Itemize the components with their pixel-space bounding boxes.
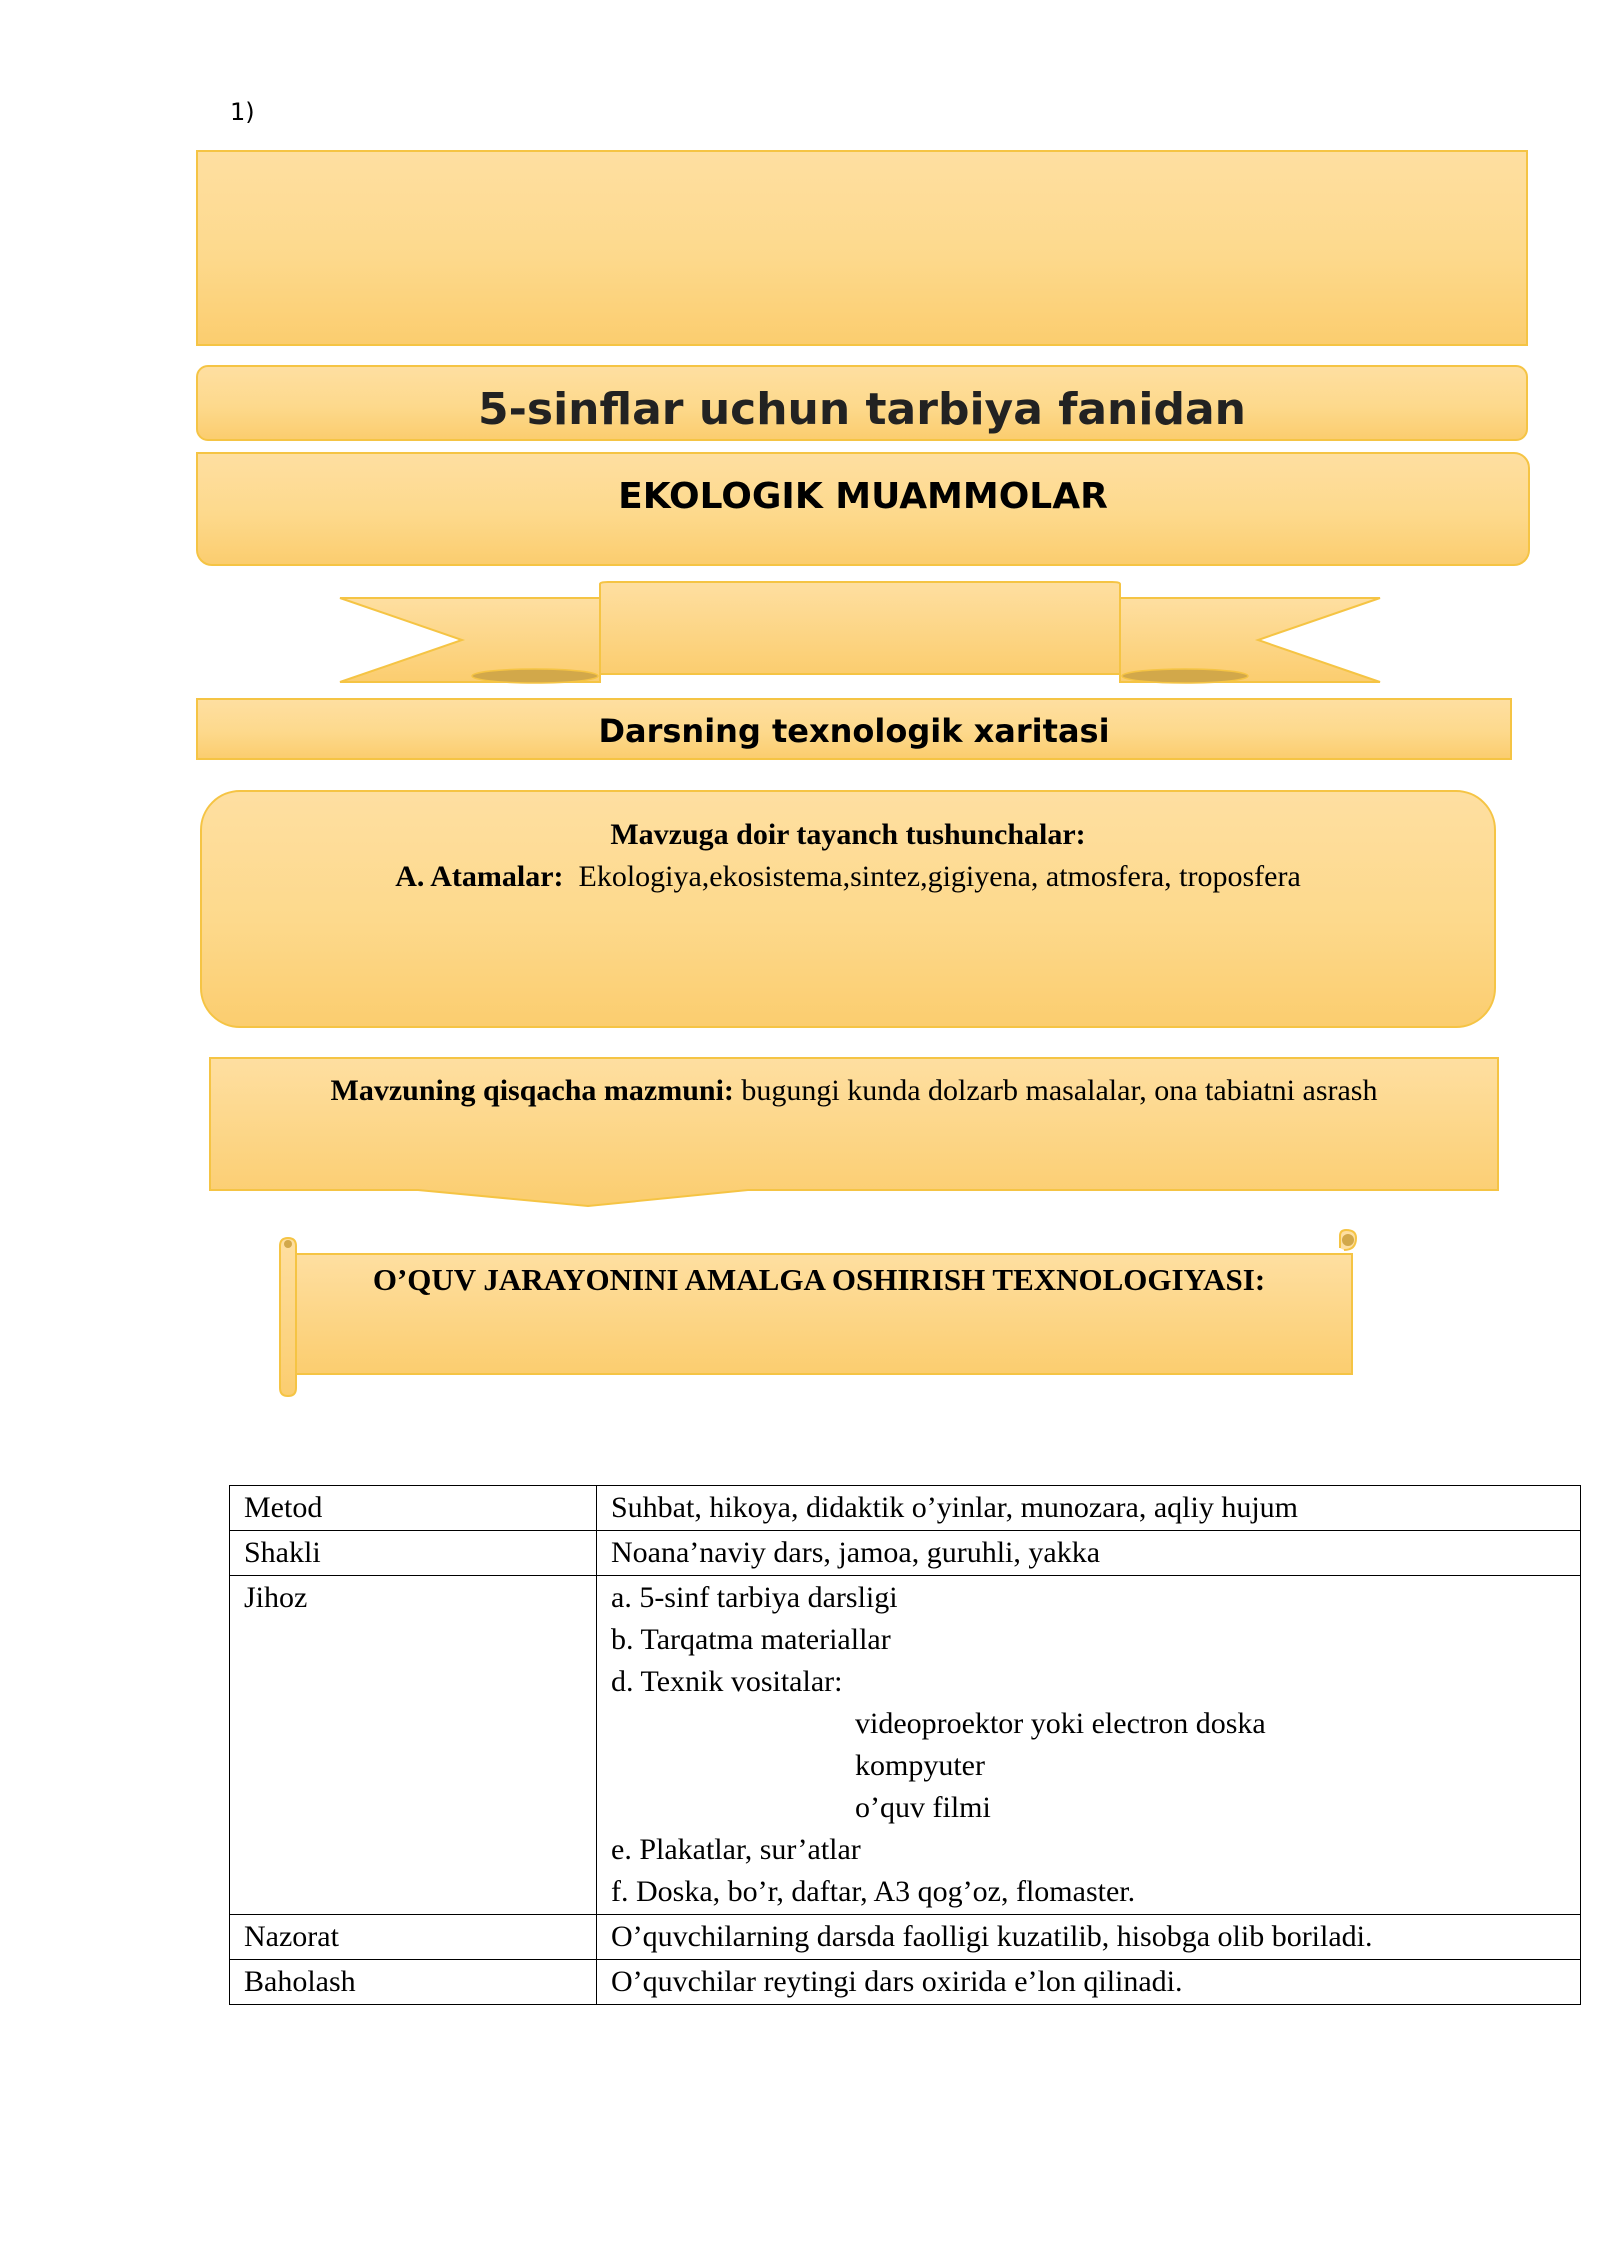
lesson-info-table — [229, 1485, 1581, 2005]
list-item: o’quv filmi — [855, 1791, 991, 1824]
terms-label: A. Atamalar: — [395, 860, 564, 893]
terms-value: Ekologiya,ekosistema,sintez,gigiyena, atmosfera, troposfera — [578, 860, 1301, 893]
subject-title: 5-sinflar uchun tarbiya fanidan — [478, 384, 1246, 435]
table-row — [230, 1486, 1581, 1531]
list-item: d. Texnik vositalar: — [611, 1665, 843, 1698]
row-value: O’quvchilar reytingi dars oxirida e’lon qilinadi. — [597, 1960, 1581, 2005]
row-label: Shakli — [230, 1531, 597, 1576]
map-title: Darsning texnologik xaritasi — [598, 712, 1110, 750]
list-item: videoproektor yoki electron doska — [855, 1707, 1266, 1740]
table-row — [230, 1576, 1581, 1915]
subject-title-bar — [196, 365, 1528, 441]
header-banner — [196, 150, 1528, 346]
list-item: f. Doska, bo’r, daftar, A3 qog’oz, flomaster. — [611, 1875, 1136, 1908]
list-item: e. Plakatlar, sur’atlar — [611, 1833, 861, 1866]
row-value — [597, 1576, 1581, 1915]
row-label: Metod — [230, 1486, 597, 1531]
topic-title: EKOLOGIK MUAMMOLAR — [618, 476, 1108, 517]
ribbon-banner — [330, 578, 1390, 688]
page-number: 1) — [230, 98, 255, 126]
list-item: a. 5-sinf tarbiya darsligi — [611, 1581, 898, 1614]
concepts-heading: Mavzuga doir tayanch tushunchalar: — [610, 818, 1086, 851]
table-row — [230, 1531, 1581, 1576]
row-label: Jihoz — [230, 1576, 597, 1915]
summary-value: bugungi kunda dolzarb masalalar, ona tabiatni asrash — [741, 1074, 1378, 1107]
summary-label: Mavzuning qisqacha mazmuni: — [330, 1074, 734, 1107]
table-row — [230, 1915, 1581, 1960]
map-title-bar — [196, 698, 1512, 760]
row-value: O’quvchilarning darsda faolligi kuzatilib, hisobga olib boriladi. — [597, 1915, 1581, 1960]
row-value: Noana’naviy dars, jamoa, guruhli, yakka — [597, 1531, 1581, 1576]
list-item: b. Tarqatma materiallar — [611, 1623, 891, 1656]
table-row — [230, 1960, 1581, 2005]
row-label: Baholash — [230, 1960, 597, 2005]
concepts-box — [200, 790, 1496, 1028]
list-item: kompyuter — [855, 1749, 985, 1782]
summary-box — [210, 1058, 1498, 1208]
process-title: O’QUV JARAYONINI AMALGA OSHIRISH TEXNOLOGIYASI: — [372, 1262, 1266, 1297]
row-label: Nazorat — [230, 1915, 597, 1960]
scroll-banner — [274, 1228, 1364, 1398]
topic-title-bar — [196, 452, 1530, 566]
row-value: Suhbat, hikoya, didaktik o’yinlar, munozara, aqliy hujum — [597, 1486, 1581, 1531]
